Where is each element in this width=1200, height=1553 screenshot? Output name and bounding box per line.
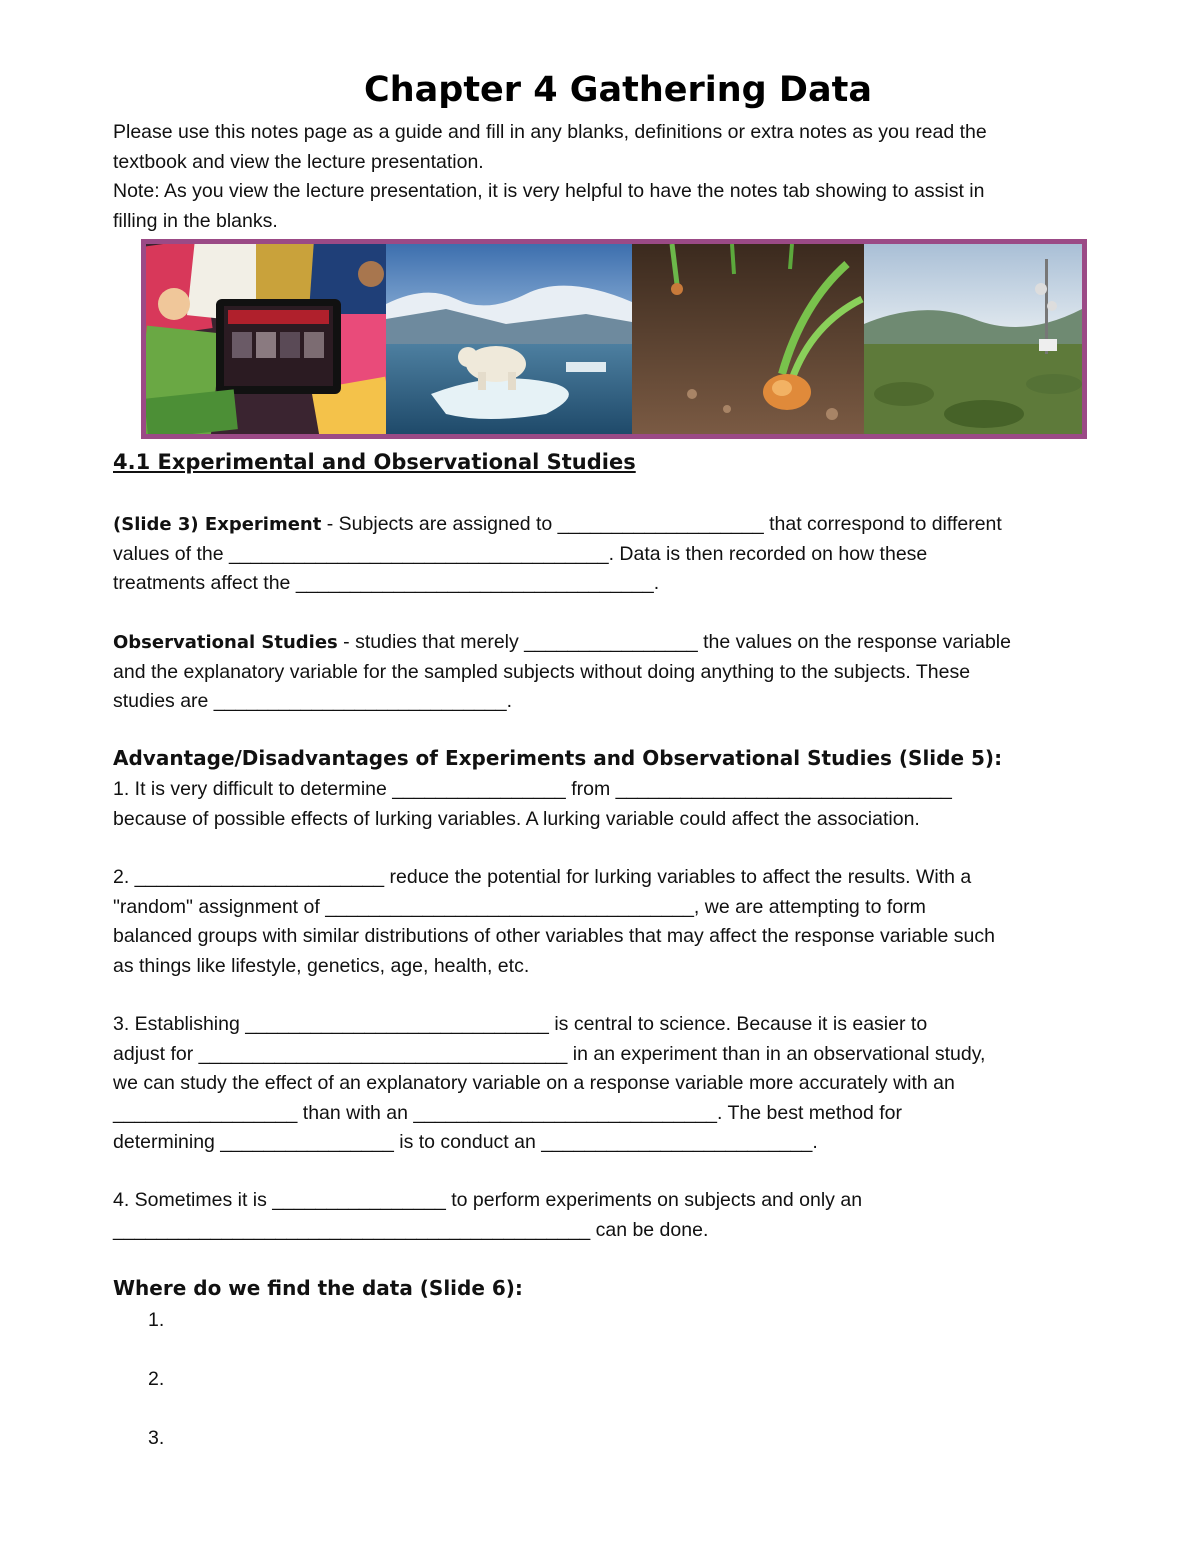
- intro-note-line: filling in the blanks.: [113, 209, 278, 232]
- experiment-line: values of the ___________________________________. Data is then recorded on how these: [113, 542, 928, 565]
- item-line: "random" assignment of __________________________________, we are attempting to form: [113, 895, 926, 918]
- onion-sprout-image: [632, 244, 864, 434]
- observational-line: and the explanatory variable for the sampled subjects without doing anything to the subjects. These: [113, 660, 971, 683]
- item-line: as things like lifestyle, genetics, age, health, etc.: [113, 954, 530, 977]
- advantage-item-2: [113, 863, 1123, 981]
- list-item: 3.: [148, 1427, 165, 1449]
- intro-line: textbook and view the lecture presentation.: [113, 150, 484, 173]
- observational-label: Observational Studies: [113, 632, 338, 653]
- item-line: ____________________________________________ can be done.: [113, 1218, 709, 1241]
- data-sources-section: [113, 1276, 1123, 1300]
- data-sources-list: [113, 1306, 1123, 1483]
- observational-line: [113, 628, 1123, 658]
- item-line: 4. Sometimes it is ________________ to perform experiments on subjects and only an: [113, 1189, 863, 1211]
- experiment-label: (Slide 3) Experiment: [113, 514, 322, 535]
- observational-line: studies are ___________________________.: [113, 690, 513, 712]
- experiment-line: treatments affect the _________________________________.: [113, 572, 660, 594]
- experiment-text: - Subjects are assigned to ___________________ that correspond to different: [321, 513, 1002, 535]
- advantage-item-4: [113, 1186, 1123, 1245]
- observational-definition: [113, 628, 1123, 717]
- intro-line: Please use this notes page as a guide and fill in any blanks, definitions or extra notes as you read the: [113, 121, 987, 143]
- advantage-item-1: [113, 775, 1123, 834]
- experiment-line: [113, 510, 1123, 540]
- section-heading: 4.1 Experimental and Observational Studies: [113, 450, 636, 474]
- section-4-1: [113, 450, 1123, 474]
- item-line: 1. It is very difficult to determine ________________ from _______________________________: [113, 778, 952, 800]
- observational-text: - studies that merely ________________ the values on the response variable: [337, 631, 1011, 653]
- polar-bear-image: [386, 244, 632, 434]
- experiment-definition: [113, 510, 1123, 599]
- advantage-item-3: [113, 1010, 1123, 1158]
- item-line: adjust for __________________________________ in an experiment than in an observational study,: [113, 1042, 986, 1065]
- page-title: Chapter 4 Gathering Data: [364, 70, 872, 110]
- item-line: _________________ than with an ____________________________. The best method for: [113, 1101, 903, 1124]
- intro-text: [113, 118, 1123, 236]
- item-line: determining ________________ is to conduct an _________________________.: [113, 1131, 818, 1153]
- list-item: 1.: [148, 1309, 165, 1331]
- item-line: we can study the effect of an explanatory variable on a response variable more accurately with an: [113, 1072, 955, 1094]
- item-line: 3. Establishing ____________________________ is central to science. Because it is easier to: [113, 1013, 928, 1035]
- advantages-heading: Advantage/Disadvantages of Experiments and Observational Studies (Slide 5):: [113, 746, 1003, 770]
- list-item: 2.: [148, 1368, 165, 1390]
- magazines-collage-image: [146, 244, 386, 434]
- advantages-section: [113, 746, 1123, 770]
- item-line: balanced groups with similar distributions of other variables that may affect the response variable such: [113, 925, 995, 947]
- item-line: because of possible effects of lurking variables. A lurking variable could affect the association.: [113, 807, 920, 830]
- data-sources-heading: Where do we find the data (Slide 6):: [113, 1276, 523, 1300]
- banner-image-strip: [141, 239, 1087, 439]
- tundra-tower-image: [864, 244, 1082, 434]
- intro-note-line: Note: As you view the lecture presentation, it is very helpful to have the notes tab showing to assist in: [113, 180, 985, 202]
- item-line: 2. _______________________ reduce the potential for lurking variables to affect the results. With a: [113, 866, 972, 888]
